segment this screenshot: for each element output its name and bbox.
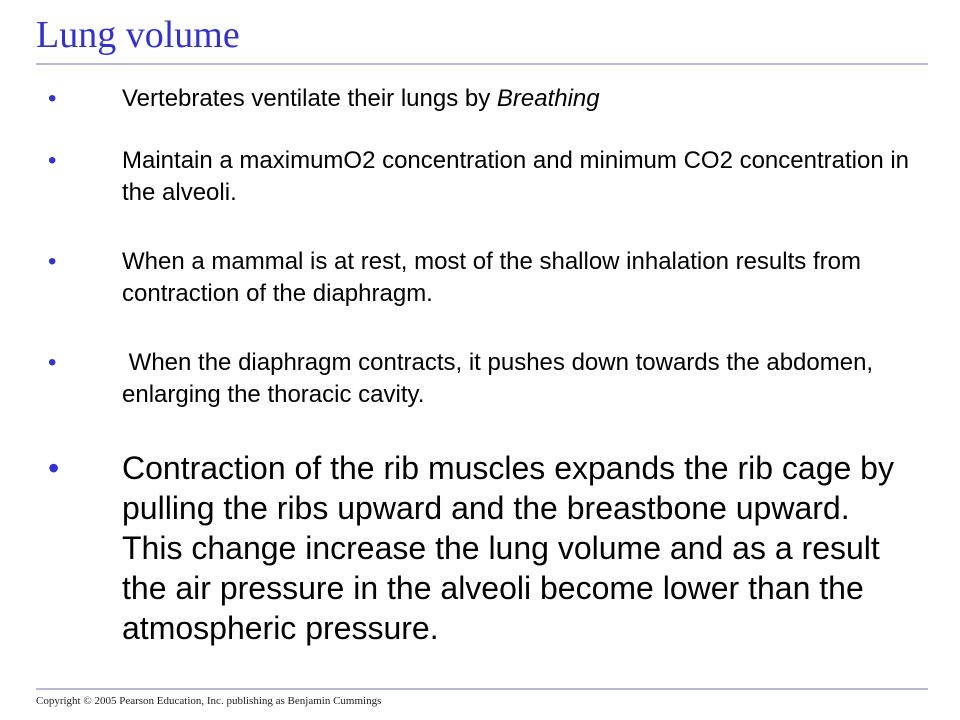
copyright-footer: Copyright © 2005 Pearson Education, Inc. publishing as Benjamin Cummings — [36, 695, 382, 707]
bullet-text: Maintain a maximumO2 concentration and minimum CO2 concentration in the alveoli. — [122, 147, 910, 206]
bullet-symbol: • — [48, 248, 57, 275]
bullet-text-prefix: Vertebrates ventilate their lungs by — [122, 85, 497, 112]
title-divider — [36, 63, 928, 65]
bullet-symbol: • — [48, 85, 57, 112]
bullet-symbol: • — [48, 349, 57, 376]
bullet-text: When a mammal is at rest, most of the shallow inhalation results from contraction of the diaphragm. — [122, 248, 861, 307]
bullet-text-emphasis: Breathing — [496, 85, 600, 112]
bullet-text: Contraction of the rib muscles expands the rib cage by pulling the ribs upward and the breastbone upward. This change increase the lung volume and as a result the air pressure in the alveoli become lower than the atmospheric pressure. — [122, 450, 903, 646]
slide-title: Lung volume — [36, 14, 240, 56]
footer-divider — [36, 688, 928, 690]
bullet-text — [122, 83, 922, 115]
bullet-symbol: • — [48, 147, 57, 174]
bullet-symbol: • — [48, 450, 60, 486]
bullet-text: When the diaphragm contracts, it pushes down towards the abdomen, enlarging the thoracic cavity. — [122, 349, 887, 408]
